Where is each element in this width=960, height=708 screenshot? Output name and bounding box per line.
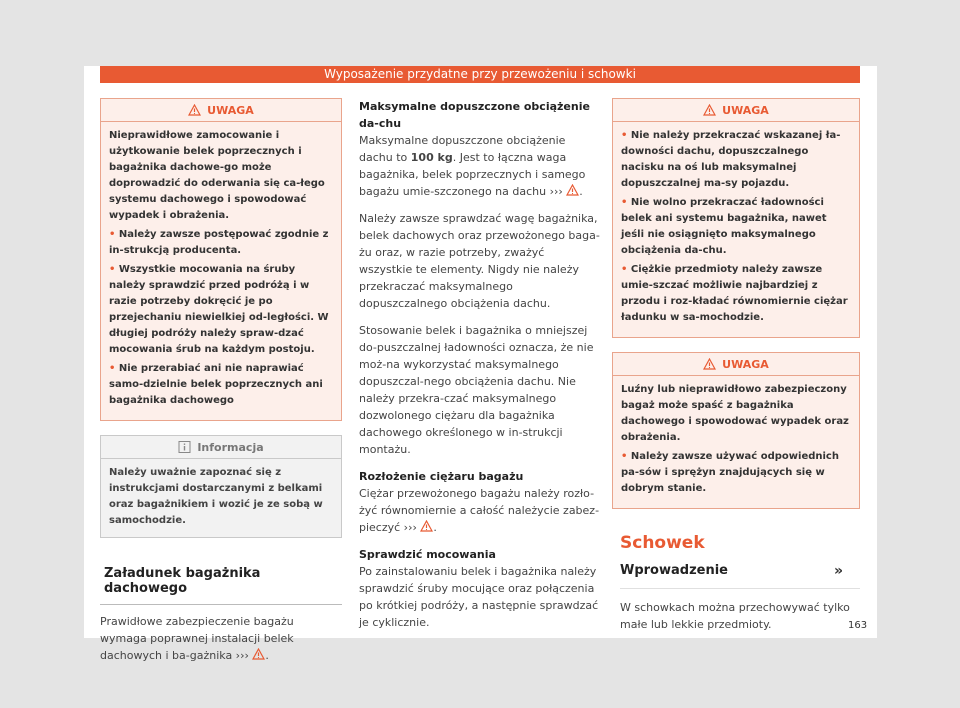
heading-distribution: Rozłożenie ciężaru bagażu [359,470,524,483]
warning-bullet: • Nie należy przekraczać wskazanej ła-downości dachu, dopuszczalnego nacisku na oś lub maksymalnej dopuszczalnej ma-sy pojazdu. [621,130,841,189]
warning-triangle-icon [703,104,716,116]
page-number: 163 [848,620,868,631]
info-header [101,436,341,459]
paragraph: Stosowanie belek i bagażnika o mniejszej do-puszczalnej ładowności oznacza, że nie moż-na wykorzystać maksymalnego dopuszczal-nego obciążenia dachu. Nie należy przekra-czać maksymalnego dozwolonego ciężaru dla bagażnika dachowego określonego w in-strukcji montażu. [359,324,594,456]
warning-bullet: • Należy zawsze postępować zgodnie z in-strukcją producenta. [109,229,329,256]
chapter-title: Schowek [620,533,705,553]
paragraph: Należy zawsze sprawdzać wagę bagażnika, belek dachowych oraz przewożonego baga-żu oraz, w razie potrzeby, zważyć wszystkie te elementy. Nigdy nie należy przekraczać maksymalnego dopuszczalnego obciążenia dachu. [359,212,600,310]
warning-label: UWAGA [207,103,254,117]
warning-box [100,98,342,421]
warning-bullet: • Ciężkie przedmioty należy zawsze umie-szczać możliwie najbardziej z przodu i roz-kładać równomiernie ciężar ładunku w sa-mochodzie. [621,264,848,323]
warning-bullet: • Nie przerabiać ani nie naprawiać samo-dzielnie belek poprzecznych ani bagażnika dachowego [109,363,323,406]
paragraph: Po zainstalowaniu belek i bagażnika należy sprawdzić śruby mocujące oraz połączenia po krótkiej podróży, a następnie sprawdzać je cyklicznie. [359,565,599,629]
heading-check-mounts: Sprawdzić mocowania [359,548,496,561]
info-box [100,435,342,538]
subchapter-title: Wprowadzenie [620,563,860,589]
page-header: Wyposażenie przydatne przy przewożeniu i schowki [100,66,860,83]
warning-lead: Luźny lub nieprawidłowo zabezpieczony bagaż może spaść z bagażnika dachowego i spowodować wypadek oraz obrażenia. [621,384,849,443]
warning-triangle-icon [188,104,201,116]
info-icon [178,441,191,453]
warning-header [613,353,859,376]
warning-triangle-icon [703,358,716,370]
warning-bullet: • Należy zawsze używać odpowiednich pa-sów i sprężyn znajdujących się w dobrym stanie. [621,451,839,494]
section-title: Załadunek bagażnika dachowego [100,556,342,605]
warning-triangle-icon [252,648,265,660]
warning-lead: Nieprawidłowe zamocowanie i użytkowanie belek poprzecznych i bagażnika dachowe-go może doprowadzić do oderwania się ca-łego systemu dachowego i spowodować wypadek i obrażenia. [109,130,325,221]
column-2 [359,98,601,641]
warning-triangle-icon [420,520,433,532]
paragraph: Maksymalne dopuszczone obciążenie dachu to 100 kg. Jest to łączna waga bagażnika, belek poprzecznych i samego bagażu umie-szczonego na dachu ››› . [359,134,586,198]
heading-max-load: Maksymalne dopuszczone obciążenie da-chu [359,100,590,130]
warning-bullet: • Nie wolno przekraczać ładowności belek ani systemu bagażnika, nawet jeśli nie osiągnięto maksymalnego obciążenia da-chu. [621,197,827,256]
column-3 [612,98,860,643]
column-1 [100,98,342,674]
continue-mark: » [834,563,844,579]
warning-header [613,99,859,122]
warning-box [612,98,860,338]
info-text: Należy uważnie zapoznać się z instrukcjami dostarczanymi z belkami oraz bagażnikiem i wozić je ze sobą w samochodzie. [109,467,323,526]
info-label: Informacja [197,440,264,454]
warning-triangle-icon [566,184,579,196]
warning-bullet: • Wszystkie mocowania na śruby należy sprawdzić przed podróżą i w razie potrzeby dokręcić je po przejechaniu niewielkiej od-ległości. W długiej podróży należy spraw-dzać mocowania śrub na każdym postoju. [109,264,329,355]
warning-label: UWAGA [722,103,769,117]
warning-label: UWAGA [722,357,769,371]
paragraph: Ciężar przewożonego bagażu należy rozło-żyć równomiernie a całość należycie zabez-pieczyć ››› . [359,487,600,534]
intro-text: W schowkach można przechowywać tylko małe lub lekkie przedmioty. [620,601,850,631]
section-text: Prawidłowe zabezpieczenie bagażu wymaga poprawnej instalacji belek dachowych i ba-gażnika ››› . [100,615,294,662]
warning-box [612,352,860,509]
warning-header [101,99,341,122]
